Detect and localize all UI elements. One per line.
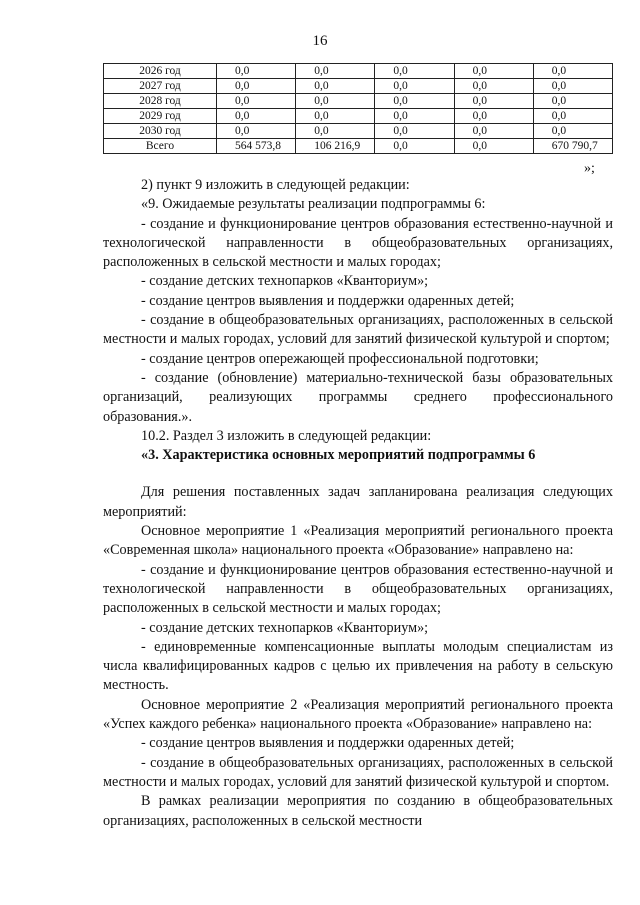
table-value-cell: 0,0	[533, 124, 612, 139]
paragraph-intro: Для решения поставленных задач запланирована реализация следующих мероприятий:	[103, 484, 613, 520]
table-value-cell: 0,0	[217, 124, 296, 139]
table-row	[104, 64, 613, 79]
table-value-cell: 0,0	[217, 109, 296, 124]
table-value-cell: 564 573,8	[217, 139, 296, 154]
page-number: 16	[312, 33, 328, 49]
table-year-cell: 2026 год	[104, 64, 217, 79]
table-value-cell: 0,0	[375, 79, 454, 94]
funding-table	[103, 63, 613, 154]
table-year-cell: 2030 год	[104, 124, 217, 139]
table-value-cell: 0,0	[533, 109, 612, 124]
list-item: - создание и функционирование центров образования естественно-научной и технологической направленности в общеобразовательных организациях, расположенных в сельской местности и малых городах;	[103, 215, 613, 271]
table-value-cell: 0,0	[454, 64, 533, 79]
paragraph-results-title: «9. Ожидаемые результаты реализации подпрограммы 6:	[141, 196, 486, 213]
table-value-cell: 0,0	[217, 94, 296, 109]
table-year-cell: 2027 год	[104, 79, 217, 94]
table-value-cell: 0,0	[454, 124, 533, 139]
table-value-cell: 0,0	[375, 139, 454, 154]
list-item: - единовременные компенсационные выплаты молодым специалистам из числа квалифицированных кадров с целью их привлечения на работу в сельскую местность.	[103, 638, 613, 694]
list-item: - создание центров опережающей профессиональной подготовки;	[141, 350, 539, 367]
list-item: - создание (обновление) материально-технической базы образовательных организаций, реализующих программы среднего профессионального образования.».	[103, 369, 613, 425]
table-value-cell: 0,0	[217, 64, 296, 79]
table-row	[104, 79, 613, 94]
table-value-cell: 0,0	[533, 64, 612, 79]
table-value-cell: 0,0	[454, 139, 533, 154]
table-value-cell: 0,0	[375, 94, 454, 109]
table-value-cell: 0,0	[533, 94, 612, 109]
table-value-cell: 106 216,9	[296, 139, 375, 154]
closing-quote: »;	[584, 161, 595, 176]
table-row	[104, 139, 613, 154]
table-value-cell: 0,0	[375, 109, 454, 124]
table-value-cell: 0,0	[375, 124, 454, 139]
table-year-cell: Всего	[104, 139, 217, 154]
table-value-cell: 0,0	[454, 79, 533, 94]
table-value-cell: 0,0	[296, 64, 375, 79]
table-value-cell: 0,0	[296, 109, 375, 124]
table-value-cell: 0,0	[296, 79, 375, 94]
table-row	[104, 94, 613, 109]
list-item: - создание центров выявления и поддержки одаренных детей;	[141, 292, 515, 309]
paragraph-final: В рамках реализации мероприятия по созданию в общеобразовательных организациях, расположенных в сельской местности	[103, 793, 613, 829]
list-item: - создание в общеобразовательных организациях, расположенных в сельской местности и малых городах, условий для занятий физической культурой и спортом.	[103, 754, 613, 790]
table-value-cell: 0,0	[296, 94, 375, 109]
list-item: - создание детских технопарков «Кванториум»;	[141, 273, 429, 290]
document-body	[103, 176, 613, 831]
table-value-cell: 0,0	[217, 79, 296, 94]
paragraph-measure-1: Основное мероприятие 1 «Реализация мероприятий регионального проекта «Современная школа» национального проекта «Образование» направлено на:	[103, 523, 613, 559]
list-item: - создание в общеобразовательных организациях, расположенных в сельской местности и малых городах, условий для занятий физической культурой и спортом;	[103, 312, 613, 348]
table-year-cell: 2028 год	[104, 94, 217, 109]
table-value-cell: 0,0	[533, 79, 612, 94]
paragraph-measure-2: Основное мероприятие 2 «Реализация мероприятий регионального проекта «Успех каждого ребенка» национального проекта «Образование» направлено на:	[103, 696, 613, 733]
list-item: - создание и функционирование центров образования естественно-научной и технологической направленности в общеобразовательных организациях, расположенных в сельской местности и малых городах;	[103, 561, 613, 617]
table-row	[104, 124, 613, 139]
list-item: - создание детских технопарков «Кванториум»;	[141, 619, 429, 636]
table-value-cell: 0,0	[375, 64, 454, 79]
table-value-cell: 0,0	[454, 109, 533, 124]
table-year-cell: 2029 год	[104, 109, 217, 124]
paragraph-10-2: 10.2. Раздел 3 изложить в следующей редакции:	[141, 427, 432, 444]
table-value-cell: 0,0	[454, 94, 533, 109]
table-value-cell: 0,0	[296, 124, 375, 139]
paragraph-item-2: 2) пункт 9 изложить в следующей редакции:	[141, 177, 410, 193]
table-row	[104, 109, 613, 124]
list-item: - создание центров выявления и поддержки одаренных детей;	[141, 735, 515, 752]
table-value-cell: 670 790,7	[533, 139, 612, 154]
section-heading: «3. Характеристика основных мероприятий подпрограммы 6	[141, 447, 536, 464]
